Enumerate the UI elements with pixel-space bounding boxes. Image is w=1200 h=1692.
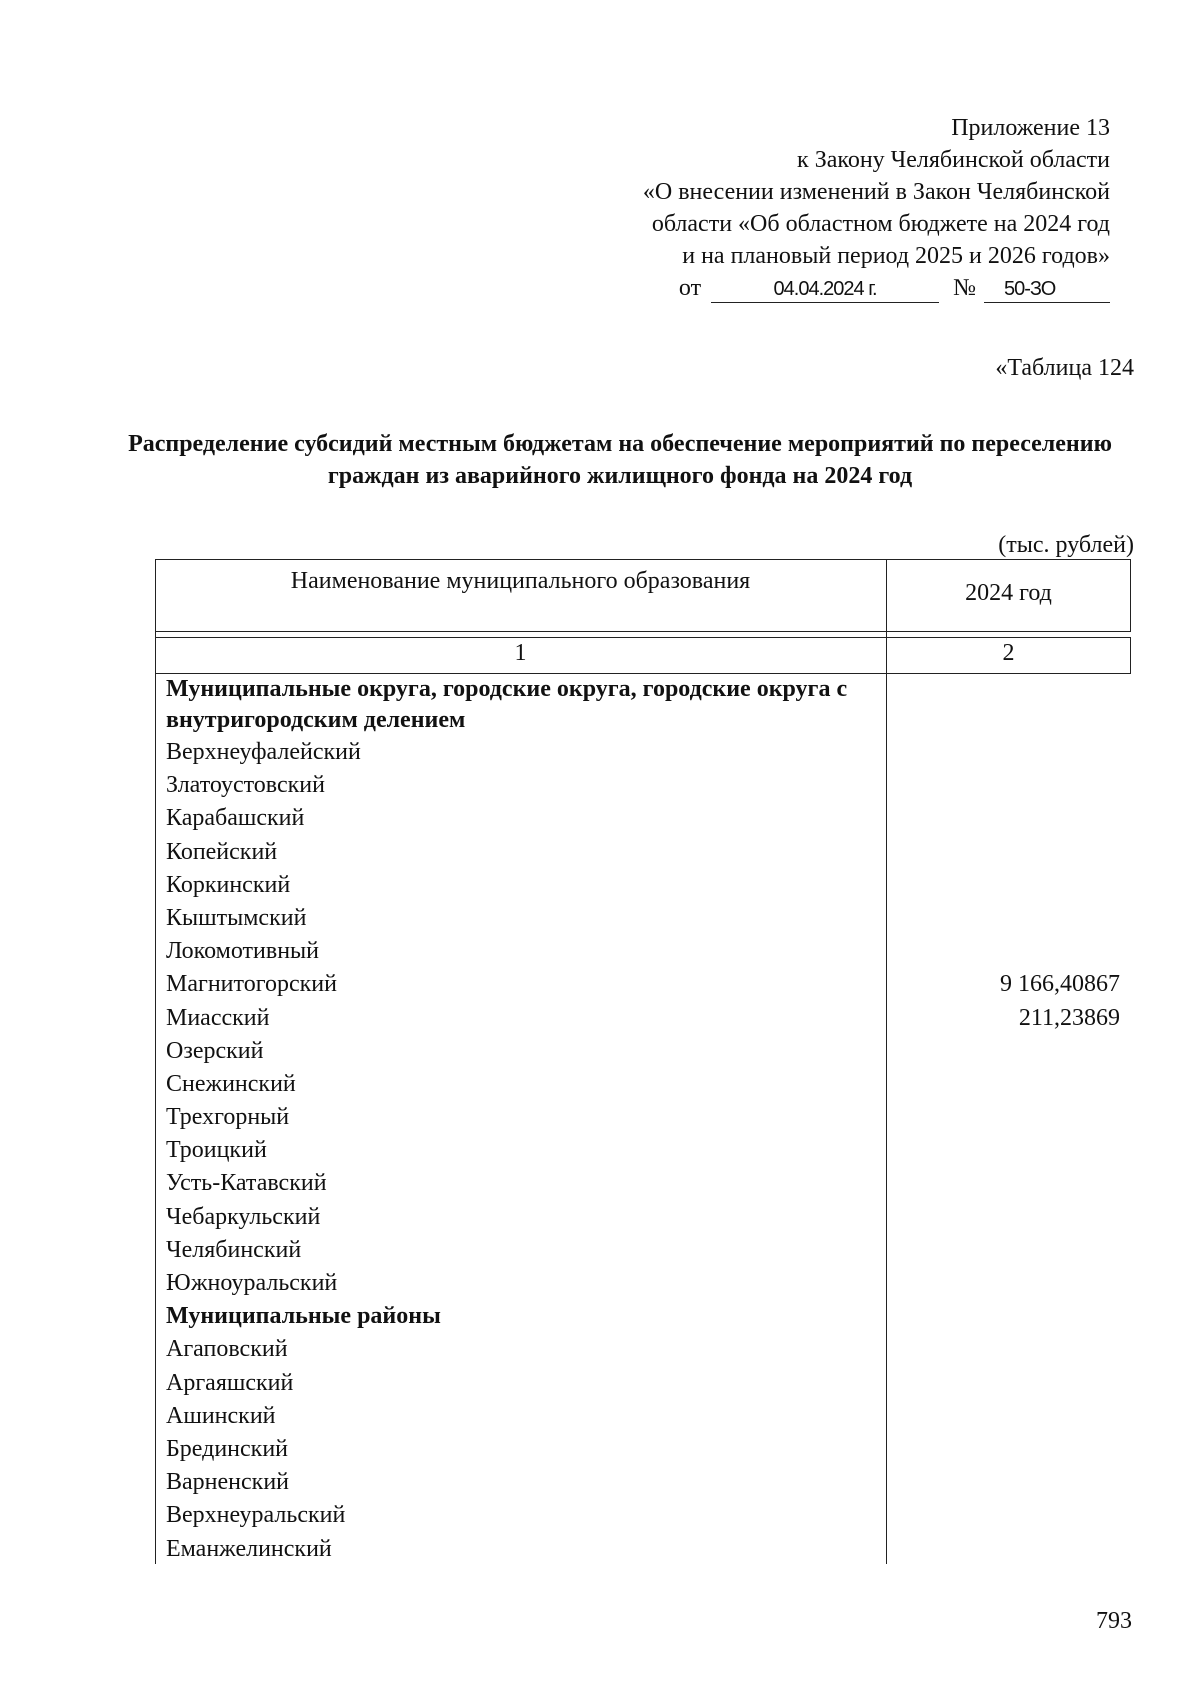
municipality-name: Варненский (166, 1469, 289, 1496)
table-row (166, 1533, 1131, 1566)
municipality-name: Муниципальные округа, городские округа, городские округа с внутригородским делением (166, 676, 848, 733)
table-row (166, 935, 1131, 968)
table-row (166, 869, 1131, 902)
table-row (166, 1167, 1131, 1200)
table-group-row (166, 674, 1131, 736)
table-group-row (166, 1300, 1131, 1333)
table-row (166, 1466, 1131, 1499)
municipality-name: Троицкий (166, 1137, 267, 1164)
header-line: Приложение 13 (951, 115, 1110, 141)
table-row (166, 769, 1131, 802)
table-body (166, 674, 1131, 1566)
municipality-name: Копейский (166, 838, 278, 865)
number-label: № (953, 275, 976, 301)
municipality-name: Ашинский (166, 1402, 276, 1429)
table-label: «Таблица 124 (995, 355, 1134, 381)
table-row (166, 1035, 1131, 1068)
table-row (166, 1101, 1131, 1134)
municipality-name: Озерский (166, 1037, 264, 1064)
municipality-name: Чебаркульский (166, 1203, 321, 1230)
column-header-year: 2024 год (965, 580, 1052, 606)
column-number-2: 2 (1002, 640, 1015, 666)
header-line: к Закону Челябинской области (797, 147, 1110, 173)
municipality-name: Челябинский (166, 1236, 302, 1263)
document-title: Распределение субсидий местным бюджетам на обеспечение мероприятий по переселению граждан из аварийного жилищного фонда на 2024 год (128, 431, 1112, 489)
table-row (166, 1499, 1131, 1532)
municipality-name: Муниципальные районы (166, 1303, 441, 1330)
municipality-name: Аргаяшский (166, 1369, 294, 1396)
table-row (166, 902, 1131, 935)
header-line: области «Об областном бюджете на 2024 год (651, 211, 1110, 237)
municipality-name: Верхнеуральский (166, 1502, 346, 1529)
municipality-name: Усть-Катавский (166, 1170, 327, 1197)
table-row (166, 1134, 1131, 1167)
table-row (166, 1333, 1131, 1366)
municipality-name: Локомотивный (166, 938, 320, 965)
table-row (166, 1400, 1131, 1433)
table-row (166, 1267, 1131, 1300)
table-row (166, 1234, 1131, 1267)
table-row (166, 736, 1131, 769)
municipality-name: Трехгорный (166, 1104, 290, 1131)
table-row (166, 1068, 1131, 1101)
municipality-name: Южноуральский (166, 1270, 338, 1296)
unit-label: (тыс. рублей) (998, 532, 1134, 558)
subsidy-amount: 211,23869 (1018, 1004, 1120, 1031)
municipality-name: Кыштымский (166, 904, 307, 931)
header-line: «О внесении изменений в Закон Челябинской (642, 179, 1110, 205)
law-date-line (643, 272, 1110, 304)
municipality-name: Карабашский (166, 805, 305, 832)
appendix-header (643, 112, 1110, 304)
municipality-name: Коркинский (166, 871, 291, 898)
table-row (166, 968, 1131, 1001)
law-number: 50-ЗО (984, 277, 1110, 303)
table-row (166, 802, 1131, 835)
municipality-name: Еманжелинский (166, 1535, 332, 1562)
table-row (166, 1367, 1131, 1400)
table-row (166, 1002, 1131, 1035)
municipality-name: Брединский (166, 1435, 289, 1462)
column-number-1: 1 (514, 640, 527, 666)
from-label: от (678, 275, 702, 301)
subsidy-amount: 9 166,40867 (1000, 971, 1120, 998)
municipality-name: Магнитогорский (166, 971, 337, 998)
table-row (166, 1201, 1131, 1234)
municipality-name: Златоустовский (166, 772, 325, 799)
municipality-name: Миасский (166, 1004, 270, 1031)
table-left-border (155, 559, 156, 1564)
municipality-name: Агаповский (166, 1336, 288, 1363)
header-line: и на плановый период 2025 и 2026 годов» (682, 243, 1110, 269)
municipality-name: Верхнеуфалейский (166, 739, 361, 765)
municipality-name: Снежинский (166, 1070, 296, 1097)
column-header-name: Наименование муниципального образования (290, 568, 751, 594)
law-date: 04.04.2024 г. (711, 277, 939, 303)
table-row (166, 1433, 1131, 1466)
page-number: 793 (1096, 1608, 1132, 1634)
table-row (166, 836, 1131, 869)
